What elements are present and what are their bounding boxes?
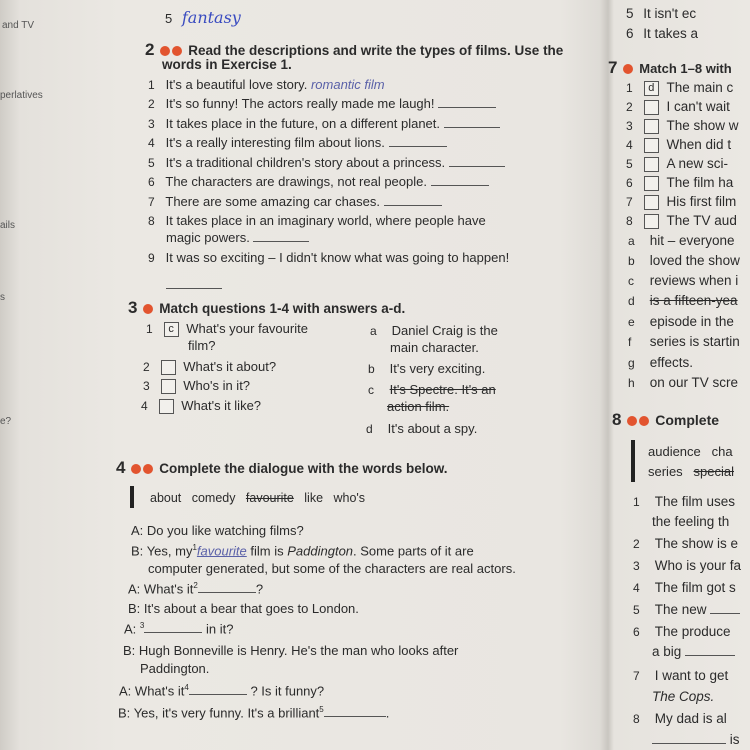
answer-blank[interactable]: [253, 241, 309, 242]
exercise8-item-cont: the feeling th: [652, 514, 730, 529]
margin-note: and TV: [2, 20, 35, 31]
answer-blank[interactable]: [389, 146, 447, 147]
dialogue-line: Paddington.: [140, 661, 210, 676]
exercise7-answer: h on our TV scre: [628, 375, 739, 390]
exercise7-item: 1 d The main c: [626, 80, 734, 95]
exercise3-question-cont: film?: [188, 338, 216, 353]
margin-note: ails: [0, 220, 16, 231]
exercise2-item: 4 It's a really interesting film about lions.: [148, 135, 447, 150]
exercise7-item: 2 I can't wait: [626, 99, 730, 114]
margin-note: perlatives: [0, 90, 43, 101]
word-box: about comedy favourite like who's: [150, 491, 366, 505]
difficulty-dot-icon: [639, 416, 649, 426]
difficulty-dot-icon: [172, 46, 182, 56]
answer-blank[interactable]: [438, 107, 496, 108]
answer-blank[interactable]: [384, 205, 442, 206]
exercise2-item: 7 There are some amazing car chases.: [148, 194, 442, 209]
difficulty-dot-icon: [143, 464, 153, 474]
answer-box[interactable]: [161, 379, 176, 394]
exercise8-item: 7 I want to get: [633, 668, 729, 683]
exercise2-item: 1 It's a beautiful love story. romantic film: [148, 77, 385, 92]
exercise7-item: 5 A new sci-: [626, 156, 729, 171]
exercise2-heading: 2 Read the descriptions and write the types of films. Use the: [145, 40, 564, 59]
answer-blank[interactable]: [710, 613, 740, 614]
answer-box[interactable]: [644, 176, 659, 191]
exercise7-item: 6 The film ha: [626, 175, 734, 190]
answer-box[interactable]: [644, 138, 659, 153]
word-box: series special: [648, 464, 734, 479]
answer-box[interactable]: [161, 360, 176, 375]
exercise2-item: 2 It's so funny! The actors really made me laugh!: [148, 96, 496, 111]
exercise7-item: 7 His first film: [626, 194, 737, 209]
exercise2-item: 5 It's a traditional children's story about a princess.: [148, 155, 505, 170]
exercise8-item: 1 The film uses: [633, 494, 736, 509]
exercise8-item: 5 The new: [633, 602, 740, 617]
difficulty-dot-icon: [627, 416, 637, 426]
dialogue-line: computer generated, but some of the characters are real actors.: [148, 561, 516, 576]
answer-blank[interactable]: [324, 716, 386, 717]
difficulty-dot-icon: [160, 46, 170, 56]
exercise3-question: 3 Who's in it?: [143, 378, 251, 393]
exercise2-item: 9 It was so exciting – I didn't know what was going to happen!: [148, 250, 510, 265]
word-box-bar: [631, 440, 635, 482]
handwritten-answer: fantasy: [181, 8, 241, 27]
dialogue-line: A: What's $it^2$ ?: [128, 581, 264, 597]
exercise7-answer: g effects.: [628, 355, 694, 370]
answer-blank[interactable]: [198, 592, 256, 593]
exercise8-item-cont: is: [652, 732, 740, 747]
exercise7-answer: a hit – everyone: [628, 233, 735, 248]
answer-box[interactable]: c: [164, 322, 179, 337]
exercise4-instruction: Complete the dialogue with the words below.: [159, 461, 448, 476]
exercise8-item-cont: The Cops.: [652, 689, 715, 704]
answer-blank[interactable]: [144, 632, 202, 633]
dialogue-line: B: Hugh Bonneville is Henry. He's the man who looks after: [123, 643, 459, 658]
answer-box[interactable]: [644, 100, 659, 115]
exercise7-answer: c reviews when i: [628, 273, 739, 288]
exercise3-heading: 3 Match questions 1-4 with answers a-d.: [128, 298, 406, 317]
answer-box[interactable]: [159, 399, 174, 414]
difficulty-dot-icon: [143, 304, 153, 314]
answer-blank[interactable]: [444, 127, 500, 128]
exercise7-item: 8 The TV aud: [626, 213, 737, 228]
dialogue-line: B: It's about a bear that goes to London.: [128, 601, 359, 616]
exercise2-item: 8 It takes place in an imaginary world, where people have: [148, 213, 486, 228]
exercise7-item: 4 When did t: [626, 137, 732, 152]
answer-box[interactable]: [644, 214, 659, 229]
exercise3-answer-cont: action film.: [387, 399, 450, 414]
answer-blank[interactable]: [685, 655, 735, 656]
exercise2-item: 3 It takes place in the future, on a different planet.: [148, 116, 500, 131]
exercise7-answer: b loved the show: [628, 253, 740, 268]
exercise7-answer: f series is startin: [628, 334, 740, 349]
exercise7-answer: d is a fifteen-yea: [628, 293, 738, 308]
answer-box[interactable]: [644, 157, 659, 172]
example-answer: favourite: [196, 543, 247, 559]
exercise3-question: 2 What's it about?: [143, 359, 277, 374]
exercise7-item: 3 The show w: [626, 118, 739, 133]
exercise8-item-cont: a big: [652, 644, 735, 659]
right-item: 6 It takes a: [626, 26, 699, 41]
example-answer: romantic film: [310, 77, 385, 92]
exercise3-instruction: Match questions 1-4 with answers a-d.: [159, 301, 406, 316]
exercise2-instruction-cont: words in Exercise 1.: [162, 57, 292, 72]
answer-blank[interactable]: [431, 185, 489, 186]
exercise7-heading: 7 Match 1–8 with: [608, 58, 732, 77]
exercise8-item: 2 The show is e: [633, 536, 739, 551]
exercise3-answer: b It's very exciting.: [368, 361, 486, 376]
exercise3-answer-cont: main character.: [390, 340, 479, 355]
exercise4-heading: 4 Complete the dialogue with the words below.: [116, 458, 448, 477]
exercise3-answer: c It's Spectre. It's an: [368, 382, 496, 397]
word-box-bar: [130, 486, 134, 508]
exercise8-item: 8 My dad is al: [633, 711, 727, 726]
exercise2-item-cont: magic powers.: [166, 230, 309, 245]
exercise3-question: 1 c What's your favourite: [146, 321, 308, 336]
right-item: 5 It isn't ec: [626, 6, 697, 21]
answer-box[interactable]: d: [644, 81, 659, 96]
word-box: audience cha: [648, 444, 733, 459]
exercise1-item-5: 5 fantasy: [165, 8, 241, 27]
answer-box[interactable]: [644, 195, 659, 210]
dialogue-line: A: What's $it^4$ ? Is it funny?: [119, 683, 325, 699]
answer-blank[interactable]: [652, 743, 726, 744]
exercise3-answer: d It's about a spy.: [366, 421, 478, 436]
dialogue-line: A: Do you like watching films?: [131, 523, 304, 538]
difficulty-dot-icon: [131, 464, 141, 474]
exercise7-answer: e episode in the: [628, 314, 734, 329]
margin-note: e?: [0, 416, 12, 427]
answer-box[interactable]: [644, 119, 659, 134]
exercise3-answer: a Daniel Craig is the: [370, 323, 498, 338]
exercise8-item: 4 The film got s: [633, 580, 736, 595]
exercise8-item: 6 The produce: [633, 624, 731, 639]
exercise2-item: 6 The characters are drawings, not real people.: [148, 174, 489, 189]
dialogue-line: B: Yes, $my^1favourite$ film is Paddington. Some parts of it are: [131, 543, 474, 559]
difficulty-dot-icon: [623, 64, 633, 74]
exercise2-instruction: Read the descriptions and write the types of films. Use the: [188, 43, 564, 58]
answer-blank[interactable]: [189, 694, 247, 695]
margin-note: s: [0, 292, 5, 303]
dialogue-line: B: Yes, it's very funny. It's a brilliant$^5$ .: [118, 705, 390, 721]
dialogue-line: A: $^3$ in it?: [124, 621, 234, 637]
exercise8-heading: 8 Complete: [612, 410, 720, 429]
answer-blank[interactable]: [166, 276, 222, 294]
answer-blank[interactable]: [449, 166, 505, 167]
exercise8-item: 3 Who is your fa: [633, 558, 742, 573]
exercise3-question: 4 What's it like?: [141, 398, 262, 413]
